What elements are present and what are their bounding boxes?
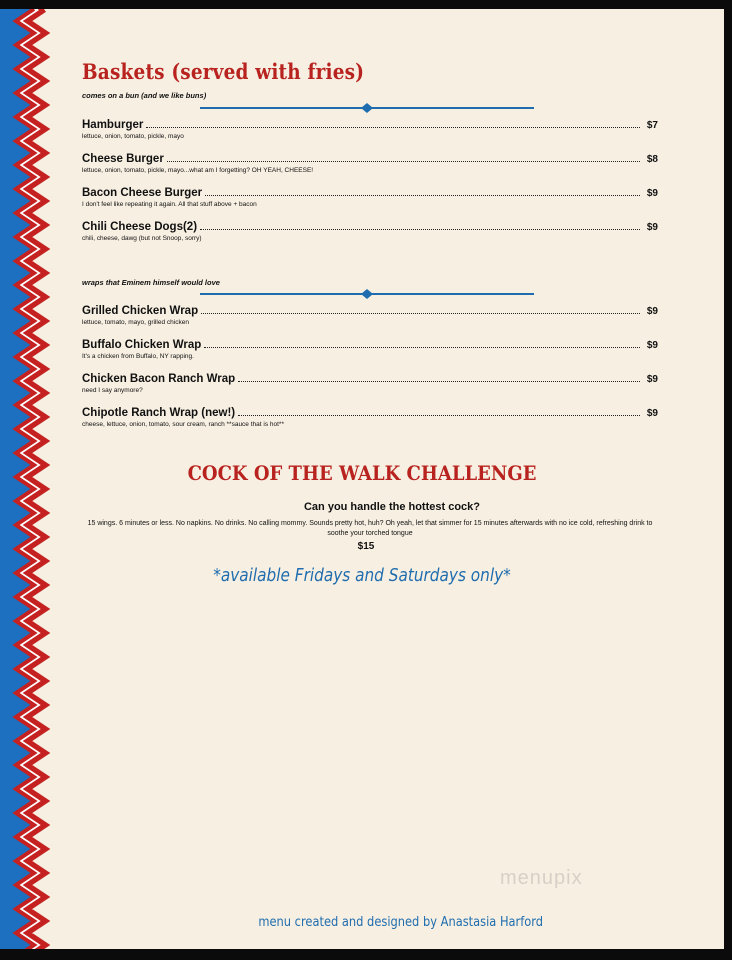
item-description: lettuce, onion, tomato, pickle, mayo...what am I forgetting? OH YEAH, CHEESE! bbox=[82, 167, 314, 174]
item-name: Chipotle Ranch Wrap (new!) bbox=[82, 407, 236, 419]
designer-credit: menu created and designed by Anastasia Harford bbox=[258, 915, 544, 930]
item-name: Buffalo Chicken Wrap bbox=[82, 339, 202, 351]
item-price: $9 bbox=[646, 340, 658, 351]
item-name: Cheese Burger bbox=[82, 153, 164, 165]
item-price: $8 bbox=[646, 154, 658, 165]
item-price: $7 bbox=[646, 120, 658, 131]
item-description: lettuce, tomato, mayo, grilled chicken bbox=[82, 319, 189, 326]
item-description: lettuce, onion, tomato, pickle, mayo bbox=[82, 133, 184, 140]
menu-item bbox=[82, 305, 658, 326]
dot-leader bbox=[146, 127, 640, 128]
menu-page bbox=[0, 9, 724, 949]
menu-item bbox=[82, 407, 658, 428]
challenge-title: COCK OF THE WALK CHALLENGE bbox=[187, 461, 537, 485]
watermark: menupix bbox=[500, 867, 583, 889]
item-description: cheese, lettuce, onion, tomato, sour cream, ranch **sauce that is hot** bbox=[82, 421, 284, 428]
dot-leader bbox=[238, 381, 640, 382]
menu-item bbox=[82, 153, 658, 174]
item-description: I don't feel like repeating it again. All that stuff above + bacon bbox=[82, 201, 257, 208]
item-description: chili, cheese, dawg (but not Snoop, sorry) bbox=[82, 235, 202, 242]
item-name: Chili Cheese Dogs(2) bbox=[82, 221, 198, 233]
baskets-title: Baskets (served with fries) bbox=[82, 59, 365, 84]
item-name: Hamburger bbox=[82, 119, 144, 131]
item-name: Grilled Chicken Wrap bbox=[82, 305, 199, 317]
menu-item bbox=[82, 187, 658, 208]
menu-item bbox=[82, 221, 658, 242]
divider-line bbox=[200, 101, 534, 115]
challenge-description: 15 wings. 6 minutes or less. No napkins. No drinks. No calling mommy. Sounds pretty hot, huh? Oh yeah, let that simmer for 15 minutes afterwards with no ice cold, refreshing drink to soothe your torched tongue bbox=[87, 520, 653, 537]
item-name: Chicken Bacon Ranch Wrap bbox=[82, 373, 236, 385]
dot-leader bbox=[200, 229, 640, 230]
menu-item bbox=[82, 373, 658, 394]
dot-leader bbox=[201, 313, 640, 314]
dot-leader bbox=[167, 161, 640, 162]
item-description: need I say anymore? bbox=[82, 387, 143, 394]
item-price: $9 bbox=[646, 222, 658, 233]
challenge-price: $15 bbox=[357, 541, 375, 552]
menu-item bbox=[82, 339, 658, 360]
baskets-note: comes on a bun (and we like buns) bbox=[82, 91, 207, 100]
wraps-note: wraps that Eminem himself would love bbox=[82, 278, 220, 287]
dot-leader bbox=[205, 195, 640, 196]
item-price: $9 bbox=[646, 188, 658, 199]
item-price: $9 bbox=[646, 408, 658, 419]
item-price: $9 bbox=[646, 374, 658, 385]
dot-leader bbox=[238, 415, 640, 416]
item-price: $9 bbox=[646, 306, 658, 317]
dot-leader bbox=[204, 347, 640, 348]
item-description: It's a chicken from Buffalo, NY rapping. bbox=[82, 353, 194, 360]
divider-line bbox=[200, 287, 534, 301]
item-name: Bacon Cheese Burger bbox=[82, 187, 203, 199]
menu-item bbox=[82, 119, 658, 140]
availability-note: *available Fridays and Saturdays only* bbox=[213, 565, 511, 586]
challenge-subtitle: Can you handle the hottest cock? bbox=[303, 501, 481, 513]
